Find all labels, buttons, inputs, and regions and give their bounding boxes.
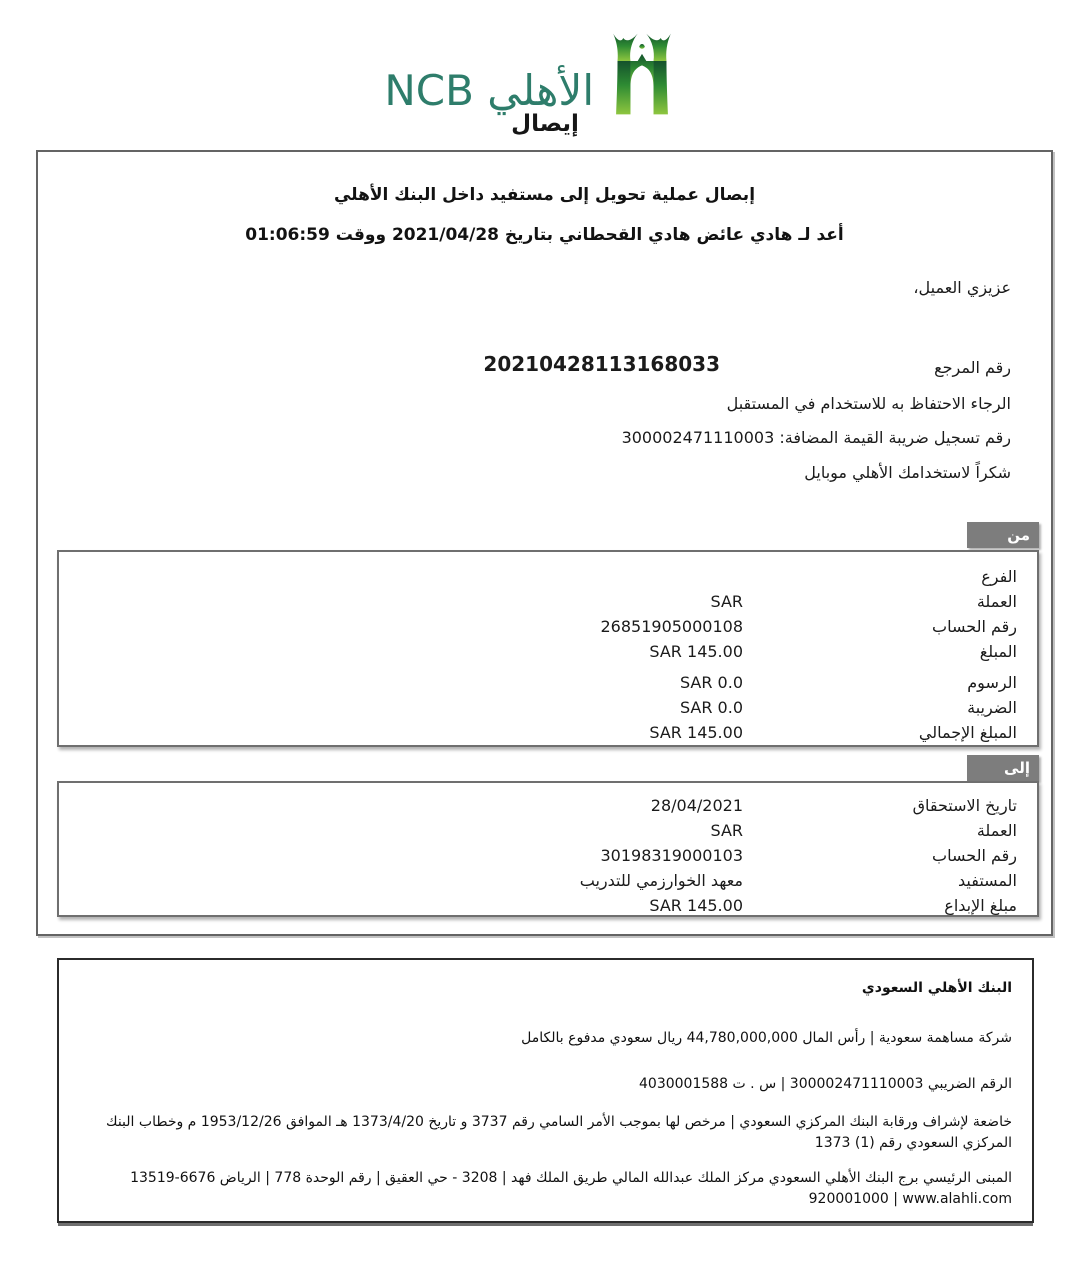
detail-value: SAR — [710, 592, 743, 611]
detail-row — [59, 614, 1037, 639]
thanks-line: شكراً لاستخدامك الأهلي موبايل — [804, 463, 1011, 482]
detail-label: العملة — [976, 821, 1017, 840]
reference-label: رقم المرجع — [934, 358, 1011, 377]
detail-label: مبلغ الإبداع — [944, 896, 1017, 915]
detail-value: 0.0 SAR — [679, 673, 743, 692]
detail-row — [59, 695, 1037, 720]
receipt-word: إيصال — [511, 111, 579, 137]
detail-row — [59, 564, 1037, 589]
detail-value: 145.00 SAR — [649, 642, 743, 661]
detail-value: 26851905000108 — [600, 617, 743, 636]
detail-label: المستفيد — [958, 871, 1017, 890]
detail-label: رقم الحساب — [932, 846, 1017, 865]
detail-value: 0.0 SAR — [679, 698, 743, 717]
footer-bank-name: البنك الأهلي السعودي — [861, 980, 1012, 996]
detail-value: SAR — [710, 821, 743, 840]
keep-note: الرجاء الاحتفاظ به للاستخدام في المستقبل — [726, 394, 1011, 413]
detail-label: الضريبة — [967, 698, 1017, 717]
detail-row — [59, 793, 1037, 818]
to-section-tab: إلى — [967, 755, 1039, 781]
greeting-text: عزيزي العميل، — [913, 278, 1011, 297]
detail-row — [59, 639, 1037, 664]
receipt-main-box — [36, 150, 1053, 936]
footer-address-line: المبنى الرئيسي برج البنك الأهلي السعودي مركز الملك عبدالله المالي طريق الملك فهد | 3208 - حي العقيق | رقم الوحدة 778 | الرياض 6676-13519 — [130, 1170, 1012, 1186]
detail-row — [59, 893, 1037, 918]
detail-label: رقم الحساب — [932, 617, 1017, 636]
detail-label: المبلغ — [979, 642, 1017, 661]
detail-row — [59, 818, 1037, 843]
ncb-arch-icon — [606, 32, 678, 116]
detail-label: المبلغ الإجمالي — [918, 723, 1017, 742]
detail-row — [59, 670, 1037, 695]
vat-registration-line: رقم تسجيل ضريبة القيمة المضافة: 300002471110003 — [621, 428, 1011, 447]
detail-row — [59, 589, 1037, 614]
detail-value: 145.00 SAR — [649, 723, 743, 742]
footer-contact-line: 920001000 | www.alahli.com — [808, 1191, 1012, 1207]
footer-regulatory-line: خاضعة لإشراف ورقابة البنك المركزي السعودي | مرخص لها بموجب الأمر السامي رقم 3737 و تاريخ 1373/4/20 هـ الموافق 1953/12/26 م وخطاب البنك المركزي السعودي رقم (1) 1373 — [106, 1114, 1012, 1151]
to-details-box — [57, 781, 1039, 917]
footer-tax-cr-line: الرقم الضريبي 300002471110003 | س . ت 4030001588 — [639, 1076, 1012, 1092]
bank-footer-box — [57, 958, 1034, 1223]
detail-value: 30198319000103 — [600, 846, 743, 865]
detail-row — [59, 720, 1037, 745]
ncb-wordmark: الأهلي NCB — [384, 66, 594, 115]
receipt-title: إبصال عملية تحويل إلى مستفيد داخل البنك الأهلي — [333, 185, 756, 205]
detail-row — [59, 868, 1037, 893]
receipt-subtitle: أعد لـ هادي عائض هادي القحطاني بتاريخ 2021/04/28 ووقت 01:06:59 — [245, 225, 844, 245]
footer-capital-line: شركة مساهمة سعودية | رأس المال 44,780,000,000 ريال سعودي مدفوع بالكامل — [521, 1030, 1012, 1046]
reference-value: 20210428113168033 — [483, 352, 720, 376]
detail-row — [59, 843, 1037, 868]
detail-value: معهد الخوارزمي للتدريب — [579, 871, 743, 890]
detail-label: الرسوم — [967, 673, 1017, 692]
ncb-logo — [378, 24, 678, 116]
detail-value: 28/04/2021 — [650, 796, 743, 815]
from-section-tab: من — [967, 522, 1039, 548]
from-details-box — [57, 550, 1039, 747]
detail-value: 145.00 SAR — [649, 896, 743, 915]
detail-label: الفرع — [981, 567, 1017, 586]
detail-label: العملة — [976, 592, 1017, 611]
detail-label: تاريخ الاستحقاق — [912, 796, 1017, 815]
